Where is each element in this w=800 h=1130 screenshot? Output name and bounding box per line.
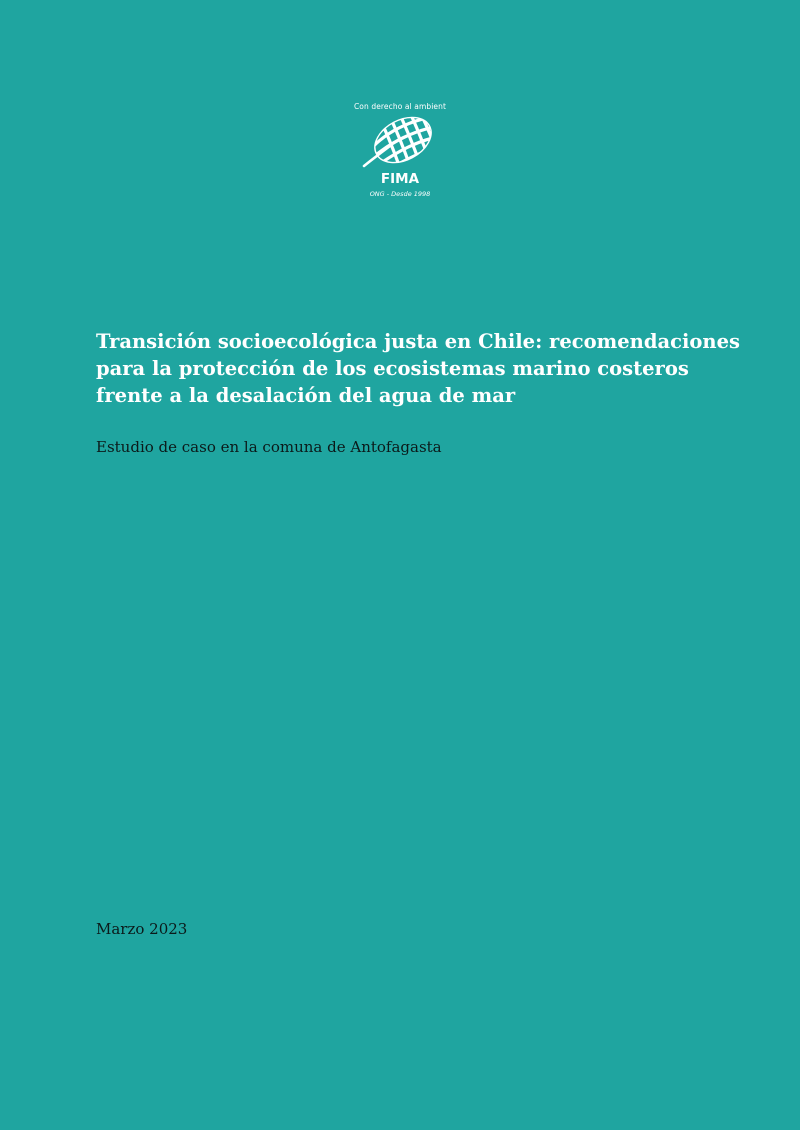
fima-logo <box>340 100 460 204</box>
title-line: frente a la desalación del agua de mar <box>96 384 516 407</box>
title-line: para la protección de los ecosistemas marino costeros <box>96 357 689 380</box>
globe-mesh-icon <box>360 112 438 172</box>
logo-name: FIMA <box>380 171 420 187</box>
logo-subline: ONG - Desde 1998 <box>369 190 431 198</box>
logo-tagline: Con derecho al ambient <box>353 102 447 111</box>
document-title <box>96 328 740 409</box>
title-line: Transición socioecológica justa en Chile: recomendaciones <box>96 330 740 353</box>
document-subtitle: Estudio de caso en la comuna de Antofagasta <box>96 438 442 456</box>
publication-date: Marzo 2023 <box>96 920 188 938</box>
